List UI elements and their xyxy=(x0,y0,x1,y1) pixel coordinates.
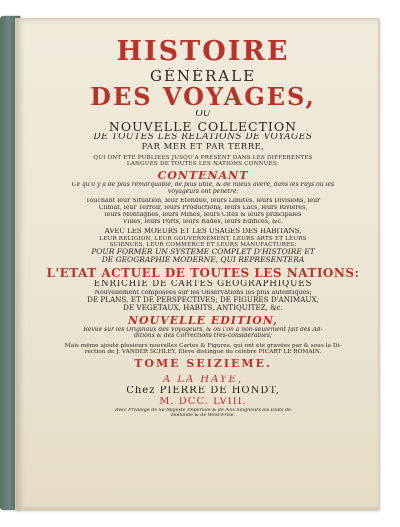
imprint-year: M. DCC. LVIII. xyxy=(159,396,247,407)
title-publiees: QUI ONT ÉTÉ PUBLIÉES JUSQU'À PRÉSENT DANS LES DIFFÉRENTES xyxy=(93,155,313,162)
contenant-line-2: Voyageurs ont pénétré; xyxy=(167,188,239,195)
moeurs-line-3: SCIENCES, LEUR COMMERCE ET LEURS MANUFACTURES; xyxy=(109,242,297,248)
title-langues: LANGUES DE TOUTES LES NATIONS CONNUES: xyxy=(126,161,280,168)
moeurs-line-5: DE GÉOGRAPHIE MODERNE, QUI REPRÉSENTERA xyxy=(101,256,305,265)
tome: TOME SEIZIÈME. xyxy=(134,358,272,371)
title-ou: OU xyxy=(195,110,211,120)
edition-heading: NOUVELLE ÉDITION, xyxy=(128,315,278,327)
title-page xyxy=(15,18,379,510)
contenant-heading: CONTENANT xyxy=(157,170,249,183)
moeurs-line-1: AVEC LES MOEURS ET LES USAGES DES HABITANS, xyxy=(104,228,302,236)
title-relations: DE TOUTES LES RELATIONS DE VOYAGES xyxy=(93,133,313,143)
imprint-privilege-2: Hollande & de West-Frise. xyxy=(170,412,236,418)
edition-line-2: ditions & des Corrections très-considérables; xyxy=(134,333,272,340)
title-page-text xyxy=(38,37,368,418)
contenant-line-5: leurs Montagnes, leurs Mines, leurs Citez & leurs principales xyxy=(104,211,302,218)
book xyxy=(0,16,380,510)
contenant-line-6: Villes, leurs Ports, leurs Rades, leurs Edifices, &c. xyxy=(122,218,284,225)
etat-cartes: ENRICHIE DE CARTES GÉOGRAPHIQUES xyxy=(93,280,313,290)
etat-observations: Nouvellement composées sur les Observations les plus autentiques; xyxy=(94,289,312,296)
title-par-mer: PAR MER ET PAR TERRE, xyxy=(141,143,265,153)
imprint-privilege-1: Avec Privilège de Sa Majesté Impériale & de Nos Seigneurs les Etats de xyxy=(115,407,291,413)
etat-plans: DE PLANS, ET DE PERSPECTIVES; DE FIGURES D'ANIMAUX, xyxy=(87,296,319,305)
title-histoire: HISTOIRE xyxy=(116,37,290,67)
etat-actuel: L'ÉTAT ACTUEL DE TOUTES LES NATIONS: xyxy=(46,267,360,281)
moeurs-line-2: LEUR RELIGION, LEUR GOUVERNEMENT, LEURS ARTS ET LEURS xyxy=(99,235,307,242)
edition-line-1: Revue sur les Originaux des Voyageurs, & où l'on a non-seulement fait des Ad- xyxy=(83,326,323,333)
edition-line-3: Mais même ajouté plusieurs nouvelles Cartes & Figures, qui ont été gravées par & sous la Di- xyxy=(64,342,342,349)
moeurs-line-4: POUR FORMER UN SYSTÈME COMPLET D'HISTOIRE ET xyxy=(91,248,315,257)
contenant-line-3: Touchant leur Situation, leur Etendue, leurs Limites, leurs Divisions, leur xyxy=(85,198,321,205)
etat-vegetaux: DE VÉGÉTAUX, HABITS, ANTIQUITEZ, &c. xyxy=(123,304,283,312)
imprint-place: A LA HAYE, xyxy=(162,375,244,386)
title-generale: GÉNÉRALE xyxy=(149,68,257,85)
edition-line-4: rection de J. VANDER SCHLEY, Elève distingué du célèbre PICART LE ROMAIN. xyxy=(84,349,322,356)
contenant-line-4: Climat, leur Terroir, leurs Productions, leurs Lacs, leurs Rivières, xyxy=(98,205,308,212)
title-nouvelle-collection: NOUVELLE COLLECTION xyxy=(108,119,298,134)
contenant-line-1: Ce qu'il y a de plus remarquable, de plus utile, & de mieux avéré, dans les Pays où les xyxy=(71,182,335,189)
title-des-voyages: DES VOYAGES, xyxy=(90,84,316,111)
imprint-printer: Chez PIERRE DE HONDT, xyxy=(126,385,280,396)
